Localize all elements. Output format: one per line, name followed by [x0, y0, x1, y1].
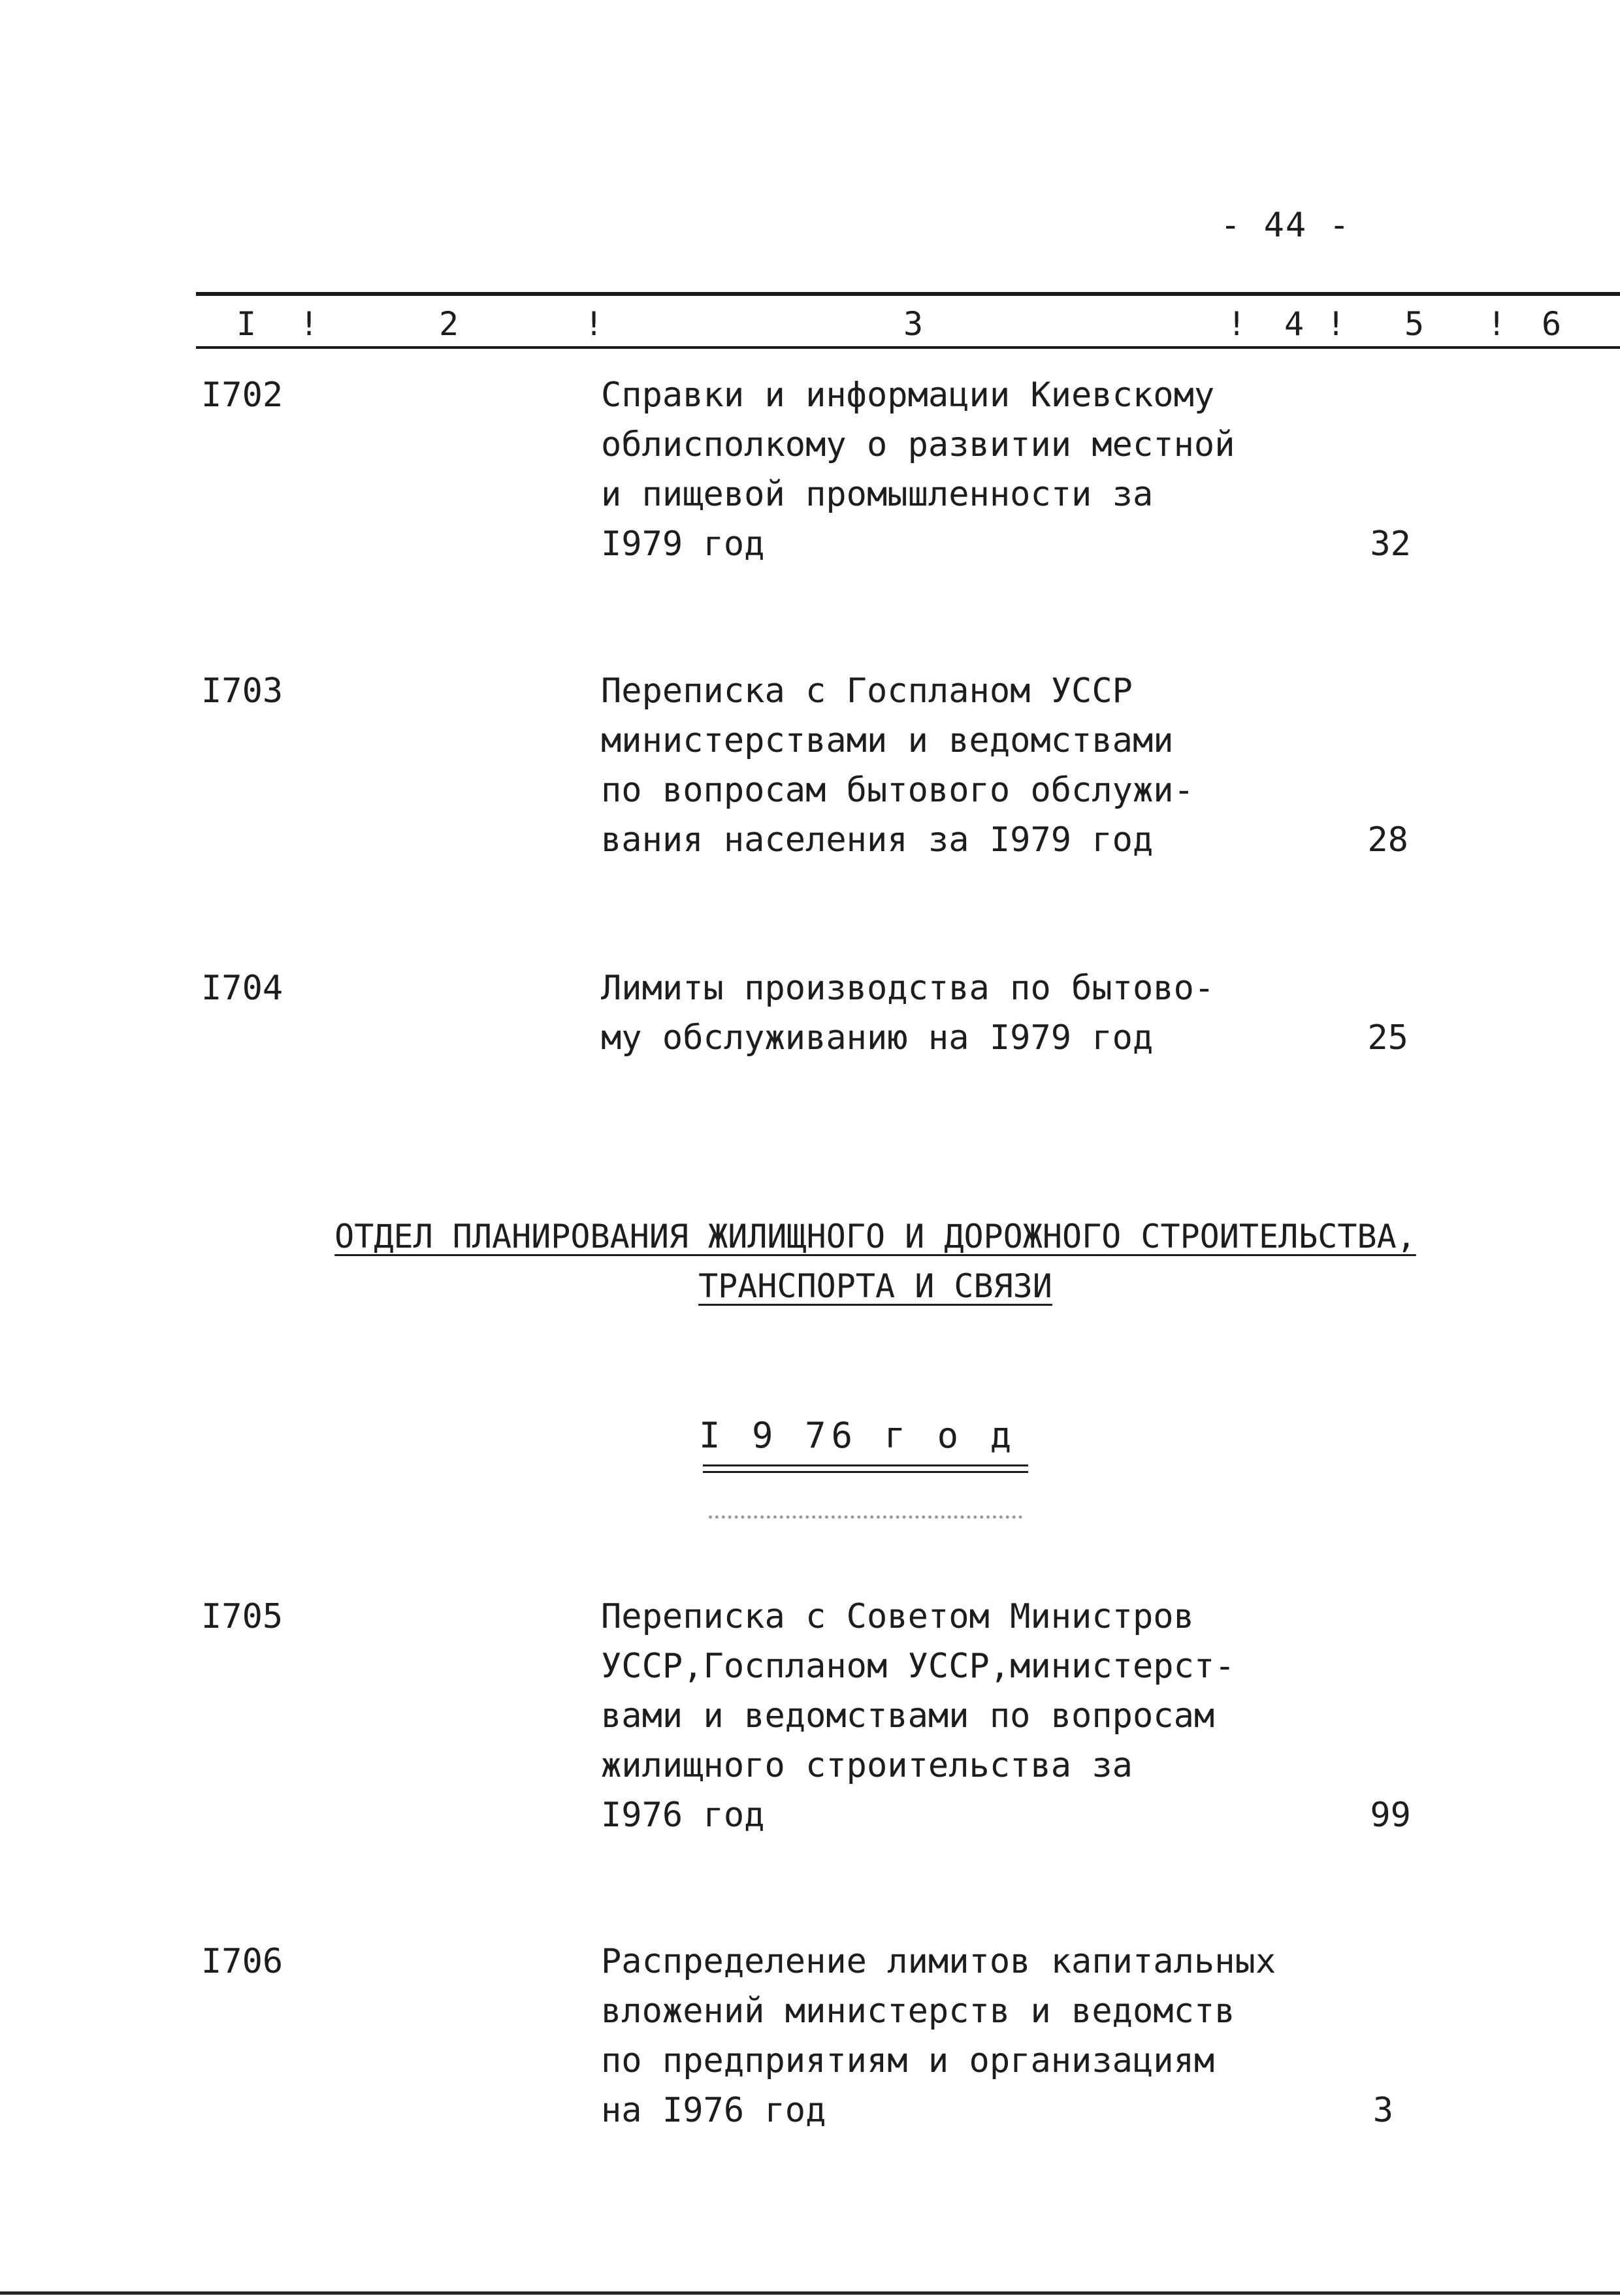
entry-number: I702: [201, 376, 284, 415]
entry-sheet-count: 25: [1367, 1018, 1408, 1058]
column-separator: !: [584, 305, 604, 343]
section-heading: ОТДЕЛ ПЛАНИРОВАНИЯ ЖИЛИЩНОГО И ДОРОЖНОГО СТРОИТЕЛЬСТВА, ТРАНСПОРТА И СВЯЗИ: [334, 1218, 1416, 1305]
entry-sheet-count: 3: [1372, 2091, 1393, 2130]
header-rule-bottom: [196, 346, 1620, 349]
entry-title: Лимиты производства по бытово- му обслуживанию на I979 год: [601, 969, 1215, 1058]
year-heading: I 9 76 г о д: [699, 1415, 1017, 1456]
entry-title: Справки и информации Киевскому облисполкому о развитии местной и пищевой промышленности за I979 год: [601, 376, 1235, 564]
entry-number: I706: [201, 1942, 284, 1981]
year-heading-underline: [703, 1464, 1028, 1466]
column-header-3: 3: [903, 305, 924, 343]
entry-sheet-count: 99: [1370, 1796, 1411, 1835]
header-rule-top: [196, 292, 1620, 296]
entry-title: Переписка с Советом Министров УССР,Госпланом УССР,министерст- вами и ведомствами по вопросам жилищного строительства за I976 год: [601, 1597, 1235, 1835]
column-header-4: 4: [1284, 305, 1304, 343]
column-separator: !: [1326, 305, 1346, 343]
entry-number: I703: [201, 671, 284, 711]
entry-sheet-count: 28: [1367, 820, 1408, 860]
column-separator: !: [299, 305, 319, 343]
column-header-2: 2: [439, 305, 459, 343]
column-header-5: 5: [1404, 305, 1425, 343]
column-separator: !: [1227, 305, 1247, 343]
year-heading-underline: [703, 1471, 1028, 1473]
entry-number: I704: [201, 969, 284, 1008]
column-header-6: 6: [1542, 305, 1562, 343]
column-separator: !: [1487, 305, 1507, 343]
dotted-separator: [709, 1515, 1022, 1519]
entry-title: Распределение лимитов капитальных вложений министерств и ведомств по предприятиям и организациям на I976 год: [601, 1942, 1276, 2130]
entry-title: Переписка с Госпланом УССР министерствами и ведомствами по вопросам бытового обслужи- вания населения за I979 год: [601, 671, 1194, 860]
column-header-1: I: [236, 305, 257, 343]
page-bottom-rule: [0, 2291, 1620, 2295]
entry-sheet-count: 32: [1370, 525, 1411, 564]
page-number: - 44 -: [1220, 206, 1351, 245]
entry-number: I705: [201, 1597, 284, 1636]
